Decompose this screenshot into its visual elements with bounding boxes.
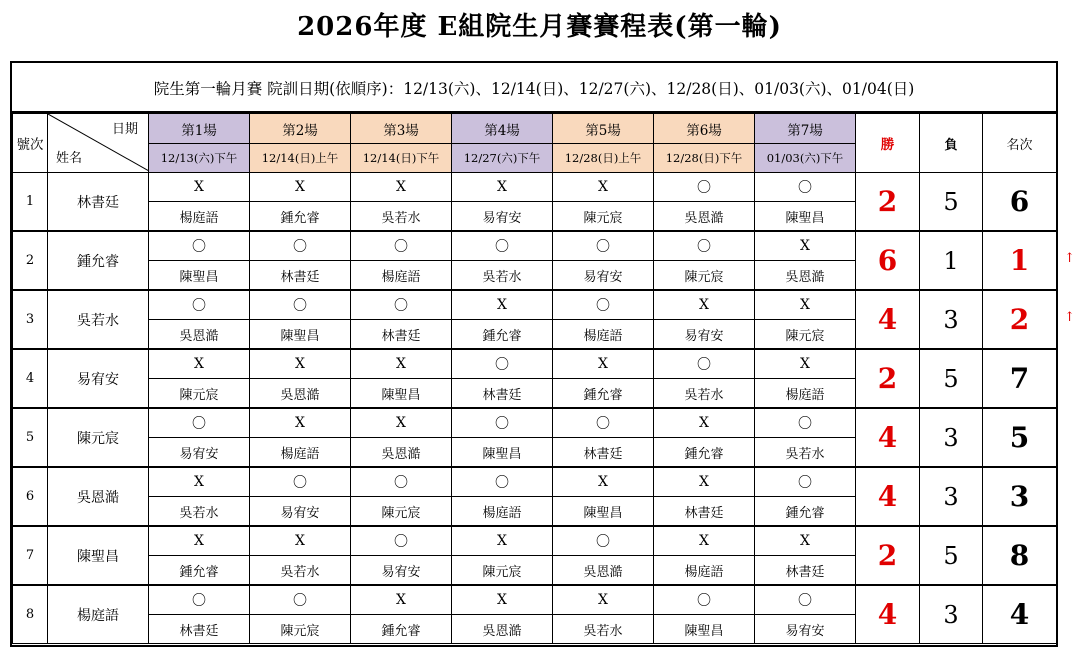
game-opponent: 陳元宸 [149,379,250,409]
game-result: X [149,467,250,497]
game-result: X [755,290,856,320]
game-result: 〇 [755,585,856,615]
game-opponent: 陳聖昌 [452,438,553,468]
player-number: 3 [13,290,48,349]
game-result: 〇 [250,290,351,320]
header-row-games [13,114,1057,144]
win-count: 2 [856,173,920,232]
game-header: 第5場 [553,114,654,144]
game-result: 〇 [553,526,654,556]
game-opponent: 吳恩澔 [755,261,856,291]
player-number: 5 [13,408,48,467]
schedule-body [13,173,1057,644]
game-result: 〇 [351,467,452,497]
game-opponent: 易宥安 [149,438,250,468]
rank-value: 1 [983,231,1057,290]
game-result: X [250,173,351,202]
player-row [13,290,1057,320]
game-opponent: 吳恩澔 [553,556,654,586]
game-opponent: 林書廷 [452,379,553,409]
game-result: X [654,526,755,556]
win-count: 4 [856,408,920,467]
game-result: 〇 [654,231,755,261]
game-result: X [250,408,351,438]
rank-value: 6 [983,173,1057,232]
win-count: 2 [856,349,920,408]
game-opponent: 易宥安 [755,615,856,644]
game-result: 〇 [250,231,351,261]
win-count: 2 [856,526,920,585]
game-opponent: 陳元宸 [755,320,856,350]
game-opponent: 楊庭語 [149,202,250,232]
game-opponent: 鍾允睿 [250,202,351,232]
rank-value: 7 [983,349,1057,408]
game-opponent: 陳元宸 [553,202,654,232]
game-result: X [654,467,755,497]
game-header: 第3場 [351,114,452,144]
game-result: 〇 [250,585,351,615]
game-result: X [351,349,452,379]
game-result: 〇 [452,349,553,379]
game-result: 〇 [452,467,553,497]
game-opponent: 鍾允睿 [654,438,755,468]
game-opponent: 林書廷 [351,320,452,350]
game-result: 〇 [149,231,250,261]
game-result: 〇 [654,173,755,202]
game-result: X [452,526,553,556]
game-opponent: 鍾允睿 [149,556,250,586]
player-row [13,526,1057,556]
game-opponent: 鍾允睿 [452,320,553,350]
lose-count: 5 [920,349,983,408]
player-row [13,231,1057,261]
game-opponent: 陳元宸 [250,615,351,644]
lose-count: 5 [920,526,983,585]
game-opponent: 吳若水 [553,615,654,644]
game-result: 〇 [553,408,654,438]
game-result: X [452,173,553,202]
player-name: 吳若水 [48,290,149,349]
game-opponent: 易宥安 [553,261,654,291]
game-result: X [553,585,654,615]
lose-count: 3 [920,290,983,349]
player-row [13,349,1057,379]
game-opponent: 陳聖昌 [755,202,856,232]
player-row [13,467,1057,497]
game-opponent: 林書廷 [149,615,250,644]
game-opponent: 楊庭語 [755,379,856,409]
game-result: 〇 [755,173,856,202]
game-result: X [250,526,351,556]
player-number: 8 [13,585,48,644]
game-opponent: 林書廷 [755,556,856,586]
game-opponent: 陳元宸 [351,497,452,527]
lose-count: 3 [920,467,983,526]
game-opponent: 鍾允睿 [553,379,654,409]
game-result: X [654,408,755,438]
header-lose: 負 [920,114,983,173]
game-result: 〇 [250,467,351,497]
game-opponent: 吳恩澔 [149,320,250,350]
game-date: 12/27(六)下午 [452,144,553,173]
game-result: 〇 [553,231,654,261]
player-number: 2 [13,231,48,290]
win-count: 4 [856,290,920,349]
game-date: 01/03(六)下午 [755,144,856,173]
game-opponent: 吳恩澔 [654,202,755,232]
win-count: 6 [856,231,920,290]
game-date: 12/13(六)下午 [149,144,250,173]
game-header: 第1場 [149,114,250,144]
game-result: X [351,173,452,202]
game-opponent: 陳聖昌 [654,615,755,644]
player-name: 楊庭語 [48,585,149,644]
game-date: 12/28(日)下午 [654,144,755,173]
game-result: 〇 [149,585,250,615]
game-result: X [755,526,856,556]
game-opponent: 楊庭語 [452,497,553,527]
game-result: 〇 [553,290,654,320]
rank-value: 5 [983,408,1057,467]
game-result: X [149,526,250,556]
win-count: 4 [856,585,920,644]
game-opponent: 易宥安 [351,556,452,586]
schedule-table [12,113,1057,644]
game-result: X [553,173,654,202]
game-opponent: 楊庭語 [250,438,351,468]
game-header: 第7場 [755,114,856,144]
game-result: X [553,349,654,379]
game-result: X [149,173,250,202]
rank-up-arrow: ↑ [1064,250,1075,266]
player-number: 1 [13,173,48,232]
game-result: X [351,408,452,438]
game-result: 〇 [452,408,553,438]
game-result: 〇 [351,526,452,556]
player-name: 易宥安 [48,349,149,408]
player-number: 6 [13,467,48,526]
game-opponent: 鍾允睿 [351,615,452,644]
game-opponent: 楊庭語 [351,261,452,291]
game-result: 〇 [351,231,452,261]
game-result: X [452,290,553,320]
player-row [13,585,1057,615]
game-opponent: 吳恩澔 [351,438,452,468]
game-opponent: 易宥安 [452,202,553,232]
game-result: X [755,231,856,261]
player-number: 4 [13,349,48,408]
game-result: X [250,349,351,379]
game-opponent: 吳若水 [351,202,452,232]
rank-value: 3 [983,467,1057,526]
game-opponent: 易宥安 [654,320,755,350]
page-title: 2026年度 E組院生月賽賽程表(第一輪) [297,12,782,42]
game-opponent: 陳元宸 [452,556,553,586]
rank-value: 2 [983,290,1057,349]
header-date-name-cell [48,114,149,173]
game-opponent: 吳若水 [654,379,755,409]
schedule-subtitle: 院生第一輪月賽 院訓日期(依順序)：12/13(六)、12/14(日)、12/27(六)、12/28(日)、01/03(六)、01/04(日) [12,63,1056,113]
game-opponent: 吳若水 [250,556,351,586]
lose-count: 5 [920,173,983,232]
player-name: 鍾允睿 [48,231,149,290]
game-result: 〇 [149,290,250,320]
game-result: X [149,349,250,379]
game-opponent: 陳聖昌 [149,261,250,291]
game-result: X [553,467,654,497]
player-number: 7 [13,526,48,585]
game-result: X [654,290,755,320]
game-header: 第4場 [452,114,553,144]
game-opponent: 易宥安 [250,497,351,527]
game-opponent: 陳聖昌 [553,497,654,527]
game-opponent: 林書廷 [250,261,351,291]
game-result: 〇 [351,290,452,320]
game-opponent: 吳若水 [149,497,250,527]
game-date: 12/14(日)上午 [250,144,351,173]
player-name: 吳恩澔 [48,467,149,526]
header-name: 姓名 [56,151,83,166]
game-date: 12/14(日)下午 [351,144,452,173]
rank-up-arrow: ↑ [1064,309,1075,325]
game-opponent: 吳若水 [755,438,856,468]
header-win: 勝 [856,114,920,173]
game-result: X [755,349,856,379]
game-header: 第2場 [250,114,351,144]
game-opponent: 楊庭語 [553,320,654,350]
schedule-sheet [10,61,1058,647]
game-result: 〇 [654,585,755,615]
lose-count: 3 [920,585,983,644]
game-result: 〇 [755,408,856,438]
game-result: X [351,585,452,615]
game-opponent: 楊庭語 [654,556,755,586]
game-result: 〇 [149,408,250,438]
header-rank: 名次 [983,114,1057,173]
lose-count: 1 [920,231,983,290]
rank-value: 8 [983,526,1057,585]
player-name: 林書廷 [48,173,149,232]
rank-value: 4 [983,585,1057,644]
game-opponent: 吳若水 [452,261,553,291]
game-result: 〇 [654,349,755,379]
game-result: 〇 [452,231,553,261]
game-opponent: 吳恩澔 [250,379,351,409]
game-opponent: 林書廷 [654,497,755,527]
game-opponent: 陳聖昌 [250,320,351,350]
game-opponent: 陳聖昌 [351,379,452,409]
game-opponent: 吳恩澔 [452,615,553,644]
game-opponent: 林書廷 [553,438,654,468]
player-row [13,173,1057,202]
game-opponent: 陳元宸 [654,261,755,291]
game-result: 〇 [755,467,856,497]
game-result: X [452,585,553,615]
player-row [13,408,1057,438]
win-count: 4 [856,467,920,526]
header-date: 日期 [111,122,138,137]
player-name: 陳元宸 [48,408,149,467]
game-date: 12/28(日)上午 [553,144,654,173]
game-opponent: 鍾允睿 [755,497,856,527]
header-no: 號次 [13,114,48,173]
lose-count: 3 [920,408,983,467]
game-header: 第6場 [654,114,755,144]
player-name: 陳聖昌 [48,526,149,585]
